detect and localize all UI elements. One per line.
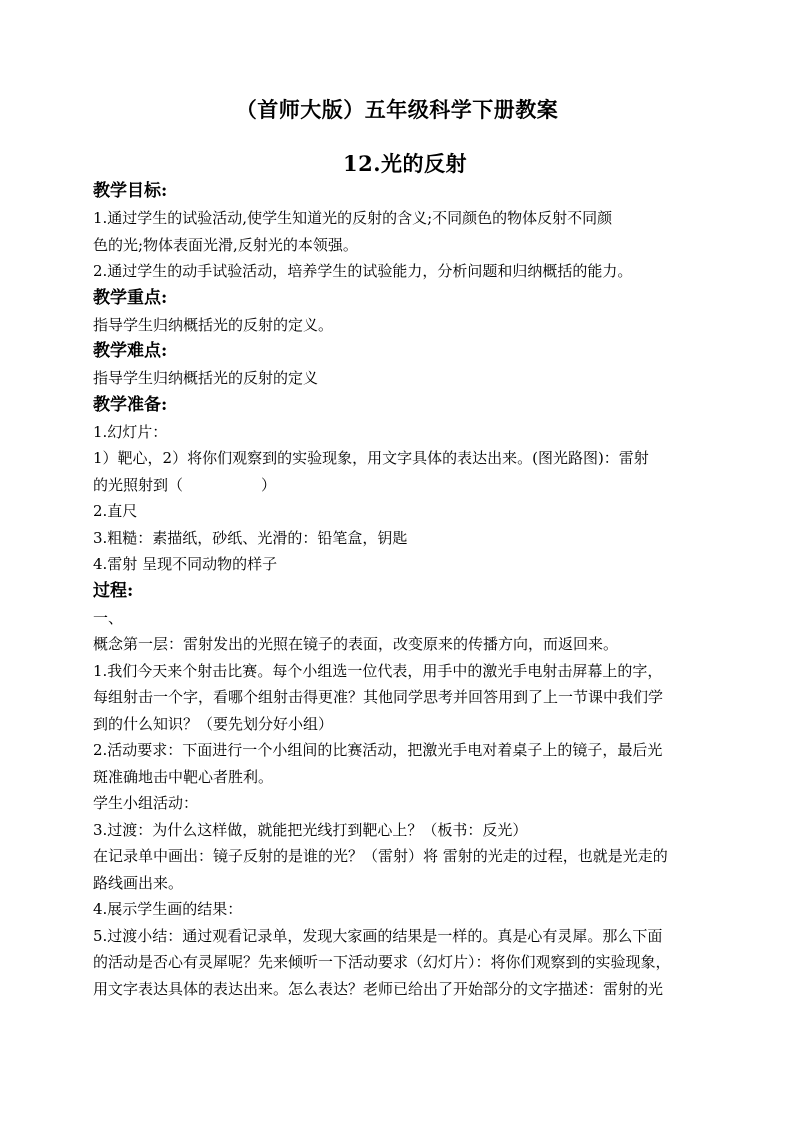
- process-line: 3.过渡：为什么这样做，就能把光线打到靶心上？（板书：反光）: [93, 820, 528, 839]
- process-line: 每组射击一个字，看哪个组射击得更准？其他同学思考并回答用到了上一节课中我们学: [93, 688, 664, 706]
- preparation-line: 1.幻灯片：: [93, 422, 168, 441]
- process-line: 斑准确地击中靶心者胜利。: [93, 767, 274, 786]
- objectives-line: 2.通过学生的动手试验活动，培养学生的试验能力，分析问题和归纳概括的能力。: [93, 262, 633, 280]
- document-body: [93, 178, 711, 1002]
- process-line: 5.过渡小结：通过观看记录单，发现大家画的结果是一样的。真是心有灵犀。那么下面: [93, 926, 663, 945]
- key-points-line: 指导学生归纳概括光的反射的定义。: [93, 315, 334, 334]
- process-line: 4.展示学生画的结果：: [93, 900, 243, 918]
- preparation-line: 4.雷射 呈现不同动物的样子: [93, 555, 278, 573]
- process-line: 路线画出来。: [93, 873, 184, 892]
- preparation-line: 3.粗糙：素描纸，砂纸、光滑的：铅笔盒，钥匙: [93, 528, 408, 547]
- process-line: 的活动是否心有灵犀呢？先来倾听一下活动要求（幻灯片）：将你们观察到的实验现象，: [93, 953, 671, 971]
- blank-before-text: 的光照射到（: [93, 475, 184, 494]
- preparation-line: 1）靶心，2）将你们观察到的实验现象，用文字具体的表达出来。(图光路图)：雷射: [93, 449, 649, 467]
- difficulties-line: 指导学生归纳概括光的反射的定义: [93, 369, 319, 387]
- lesson-title: 12.光的反射: [342, 151, 468, 176]
- process-line: 学生小组活动：: [93, 794, 199, 812]
- process-line: 一、: [93, 608, 124, 627]
- process-heading: 过程:: [93, 580, 134, 601]
- preparation-line: 2.直尺: [93, 502, 138, 520]
- preparation-heading: 教学准备:: [93, 394, 168, 415]
- process-line: 概念第一层：雷射发出的光照在镜子的表面，改变原来的传播方向，而返回来。: [93, 635, 619, 653]
- process-line: 到的什么知识？（要先划分好小组）: [93, 714, 334, 733]
- objectives-line: 1.通过学生的试验活动,使学生知道光的反射的含义;不同颜色的物体反射不同颜: [93, 209, 613, 227]
- difficulties-heading: 教学难点:: [93, 341, 168, 361]
- preparation-line-with-blank: [93, 472, 711, 499]
- process-line: 在记录单中画出：镜子反射的是谁的光？（雷射）将 雷射的光走的过程，也就是光走的: [93, 847, 668, 865]
- process-line: 2.活动要求：下面进行一个小组间的比赛活动，把激光手电对着桌子上的镜子，最后光: [93, 741, 663, 759]
- process-line: 用文字表达具体的表达出来。怎么表达？老师已给出了开始部分的文字描述：雷射的光: [93, 979, 664, 998]
- blank-after-text: ）: [261, 475, 277, 494]
- key-points-heading: 教学重点:: [93, 287, 168, 308]
- objectives-heading: 教学目标:: [93, 181, 168, 201]
- process-line: 1.我们今天来个射击比赛。每个小组选一位代表，用手中的激光手电射击屏幕上的字，: [93, 661, 663, 680]
- objectives-line: 色的光;物体表面光滑,反射光的本领强。: [93, 235, 358, 254]
- document-title: （首师大版）五年级科学下册教案: [235, 97, 559, 122]
